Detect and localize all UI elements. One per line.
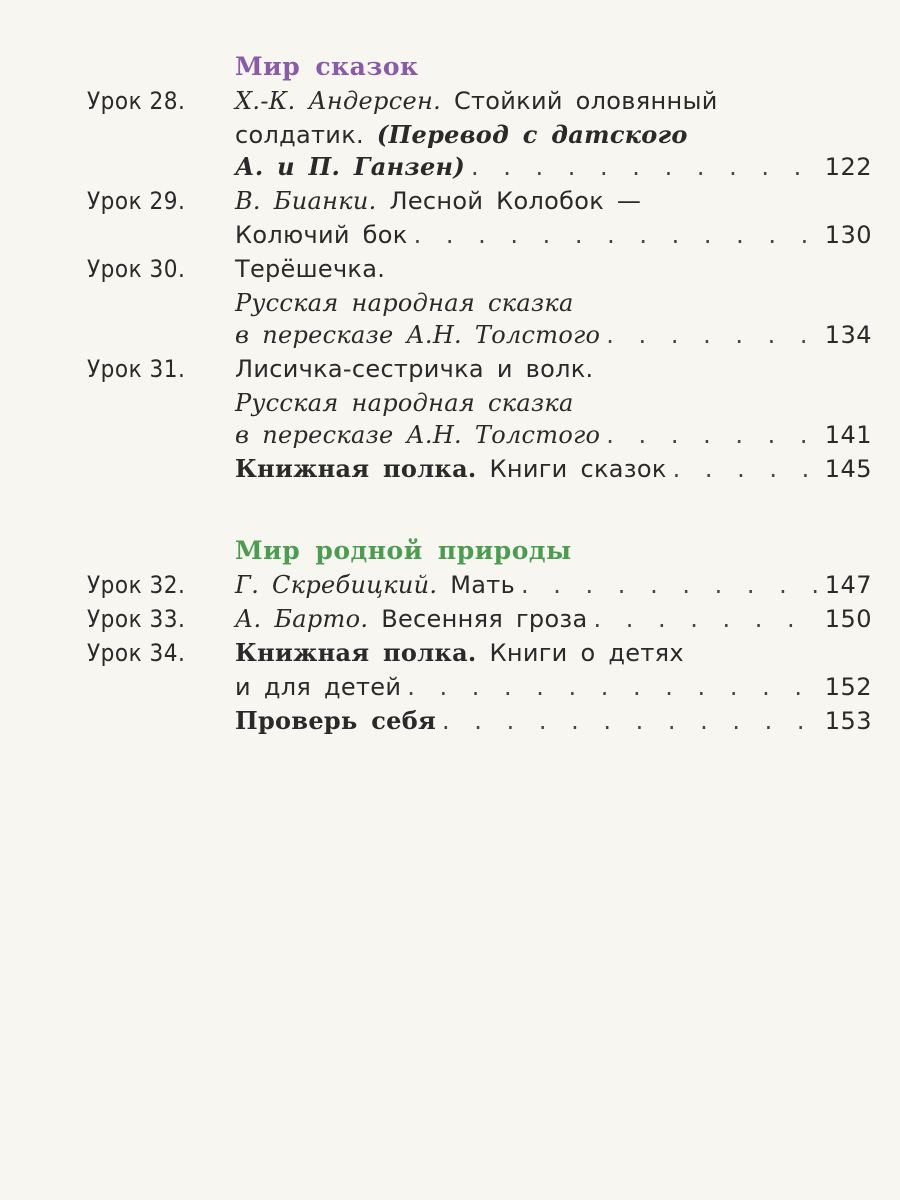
leader-dots <box>606 418 818 452</box>
lesson-title: Весенняя гроза <box>381 605 588 633</box>
toc-row-check-yourself[interactable] <box>0 704 900 738</box>
toc-row-lesson-28[interactable] <box>0 84 900 118</box>
page-number: 141 <box>824 421 872 449</box>
toc-row-lesson-31[interactable] <box>0 352 900 386</box>
leader-dots <box>594 602 819 636</box>
lesson-title-cont: и для детей <box>235 673 402 701</box>
toc-row-lesson-33[interactable] <box>0 602 900 636</box>
page-number: 145 <box>824 455 872 483</box>
page-number: 122 <box>824 153 872 181</box>
lesson-translation-note-cont: А. и П. Ганзен) <box>235 152 466 181</box>
toc-row-lesson-28-cont <box>0 118 900 152</box>
leader-dots <box>606 318 818 352</box>
section-title-fairy-tales: Мир сказок <box>235 52 419 81</box>
lesson-title: Стойкий оловянный <box>453 87 718 115</box>
leader-dots <box>673 452 819 486</box>
lesson-author: В. Бианки. <box>235 187 377 215</box>
section-title-native-nature: Мир родной природы <box>235 536 572 565</box>
toc-row-lesson-31-end <box>0 418 900 452</box>
toc-row-lesson-30[interactable] <box>0 252 900 286</box>
toc-row-lesson-28-end <box>0 150 900 184</box>
lesson-number: Урок 32. <box>87 571 186 599</box>
lesson-number: Урок 28. <box>87 87 186 115</box>
bookshelf-label: Книжная полка. <box>235 454 477 483</box>
leader-dots <box>471 150 819 184</box>
leader-dots <box>407 670 818 704</box>
toc-row-lesson-31-source <box>0 386 900 420</box>
lesson-number: Урок 34. <box>87 639 186 667</box>
lesson-number: Урок 29. <box>87 187 186 215</box>
toc-row-lesson-30-source <box>0 286 900 320</box>
page-number: 147 <box>824 571 872 599</box>
leader-dots <box>442 704 819 738</box>
leader-dots <box>414 218 819 252</box>
lesson-number: Урок 30. <box>87 255 186 283</box>
check-yourself-label: Проверь себя <box>235 706 437 735</box>
lesson-title: Лесной Колобок — <box>389 187 642 215</box>
lesson-author: Х.-К. Андерсен. <box>235 87 441 115</box>
lesson-title: Книги о детях <box>489 639 684 667</box>
lesson-title-cont: солдатик. <box>235 121 364 149</box>
bookshelf-label: Книжная полка. <box>235 638 477 667</box>
toc-row-lesson-29[interactable] <box>0 184 900 218</box>
lesson-title-cont: Колючий бок <box>235 221 408 249</box>
toc-row-bookshelf-fairy-tales[interactable] <box>0 452 900 486</box>
lesson-source: Русская народная сказка <box>235 389 574 417</box>
lesson-source-cont: в пересказе А.Н. Толстого <box>235 421 601 449</box>
lesson-number: Урок 33. <box>87 605 186 633</box>
toc-row-lesson-30-end <box>0 318 900 352</box>
lesson-number: Урок 31. <box>87 355 186 383</box>
page-number: 134 <box>824 321 872 349</box>
page-number: 153 <box>824 707 872 735</box>
lesson-translation-note: (Перевод с датского <box>376 120 688 149</box>
lesson-title: Мать <box>450 571 516 599</box>
toc-row-lesson-29-end <box>0 218 900 252</box>
page-number: 130 <box>824 221 872 249</box>
lesson-title: Лисичка-сестричка и волк. <box>235 355 594 383</box>
lesson-author: А. Барто. <box>235 605 369 633</box>
toc-row-lesson-34-end <box>0 670 900 704</box>
page-number: 150 <box>824 605 872 633</box>
bookshelf-text: Книги сказок <box>489 455 667 483</box>
lesson-source: Русская народная сказка <box>235 289 574 317</box>
toc-row-lesson-34[interactable] <box>0 636 900 670</box>
leader-dots <box>521 568 819 602</box>
lesson-source-cont: в пересказе А.Н. Толстого <box>235 321 601 349</box>
lesson-author: Г. Скребицкий. <box>235 571 438 599</box>
lesson-title: Терёшечка. <box>235 255 386 283</box>
toc-row-lesson-32[interactable] <box>0 568 900 602</box>
page-number: 152 <box>824 673 872 701</box>
